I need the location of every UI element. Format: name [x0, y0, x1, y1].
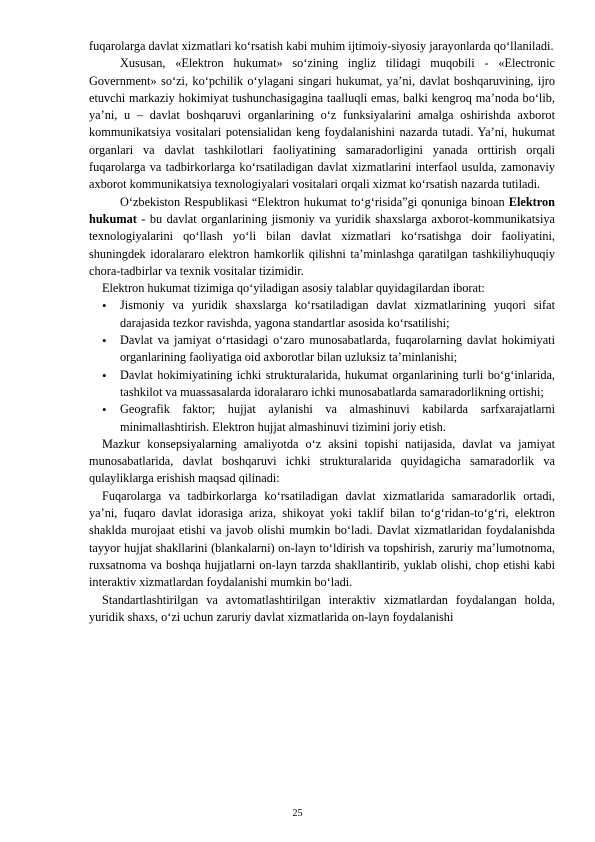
list-item	[89, 401, 555, 436]
bullet-icon: •	[102, 367, 107, 383]
law-definition-rest: - bu davlat organlarining jismoniy va yuridik shaxslarga axborot-kommunikatsiya texnologiyalarini qo‘llash yo‘li bilan davlat xizmatlari ko‘rsatishga doir faoliyatini, shuningdek idoralararo elektron hamkorlik qilishni ta’minlashga qaratilgan tashkiliyhuquqiy chora-tadbirlar va texnik vositalar tizimidir.	[89, 211, 555, 278]
bullet-icon: •	[102, 333, 107, 349]
paragraph-requirements-intro: Elektron hukumat tizimiga qo‘yiladigan asosiy talablar quyidagilardan iborat:	[102, 281, 485, 296]
list-item-text: Geografik faktor; hujjat aylanishi va almashinuvi kabilarda sarfxarajatlarni minimallashtirish. Elektron hujjat almashinuvi tizimini joriy etish.	[120, 402, 555, 434]
requirements-list	[89, 297, 555, 435]
bullet-icon: •	[102, 402, 107, 418]
paragraph-legal-entity-services: Standartlashtirilgan va avtomatlashtirilgan interaktiv xizmatlardan foydalangan holda, yuridik shaxs, o‘zi uchun zaruriy davlat xizmatlarida on-layn foydalanishi	[89, 592, 555, 624]
law-definition-term: Elektron hukumat	[89, 194, 555, 226]
list-item	[89, 367, 555, 402]
law-definition-lead: O‘zbekiston Respublikasi “Elektron hukumat to‘g‘risida”gi qonuniga binoan	[120, 194, 509, 209]
list-item	[89, 297, 555, 332]
list-item-text: Jismoniy va yuridik shaxslarga ko‘rsatiladigan davlat xizmatlarining yuqori sifat darajasida tezkor ravishda, yagona standartlar asosida ko‘rsatilishi;	[120, 298, 555, 330]
list-item	[89, 332, 555, 367]
page-number: 25	[292, 808, 303, 819]
list-item-text: Davlat va jamiyat o‘rtasidagi o‘zaro munosabatlarda, fuqarolarning davlat hokimiyati organlarining faoliyatiga oid axborotlar bilan uzluksiz ta’minlanishi;	[120, 333, 555, 365]
paragraph-citizen-services: Fuqarolarga va tadbirkorlarga ko‘rsatiladigan davlat xizmatlarida samaradorlik ortadi, ya’ni, fuqaro davlat idorasiga ariza, shikoyat yoki taklif bilan to‘g‘ridan-to‘g‘ri, elektron shaklda murojaat etishi va javob olishi mumkin bo‘ladi. Davlat xizmatlaridan foydalanishda tayyor hujjat shakllarini (blankalarni) on-layn to‘ldirish va topshirish, zaruriy ma’lumotnoma, ruxsatnoma va boshqa hujjatlarni on-layn tarzda shakllantirib, yuklab olishi, chop etishi kabi interaktiv xizmatlardan foydalanishi mumkin bo‘ladi.	[89, 488, 555, 590]
paragraph-intro-continuation: fuqarolarga davlat xizmatlari ko‘rsatish kabi muhim ijtimoiy-siyosiy jarayonlarda qo‘llaniladi.	[89, 39, 554, 53]
paragraph-law-definition	[89, 194, 555, 280]
paragraph-concept-outcomes: Mazkur konsepsiyalarning amaliyotda o‘z aksini topishi natijasida, davlat va jamiyat munosabatlarida, davlat boshqaruvi ichki strukturalarida quyidagicha samaradorlik va qulayliklarga erishish maqsad qilinadi:	[89, 436, 555, 486]
document-body	[89, 38, 555, 626]
list-item-text: Davlat hokimiyatining ichki strukturalarida, hukumat organlarining turli bo‘g‘inlarida, tashkilot va muassasalarda idoralararo ichki munosabatlarda samaradorlikning ortishi;	[120, 367, 555, 399]
paragraph-electronic-government-definition: Xususan, «Elektron hukumat» so‘zining ingliz tilidagi muqobili - «Electronic Government» so‘zi, ko‘pchilik o‘ylagani singari hukumat, ya’ni, davlat boshqaruvining, ijro etuvchi markaziy hokimiyat tushunchasigagina taalluqli emas, balki kengroq ma’noda bo‘lib, ya’ni, u – davlat boshqaruvi organlarining o‘z funksiyalarini amalga oshirishda axborot kommunikatsiya vositalari potensialidan keng foydalanishini nazarda tutadi. Ya’ni, hukumat organlari va davlat tashkilotlari faoliyatining samaradorligini yanada orttirish orqali fuqarolarga va tadbirkorlarga ko‘rsatiladigan davlat xizmatlarini interfaol usulda, zamonaviy axborot kommunikatsiya texnologiyalari vositalari orqali xizmat ko‘rsatish nazarda tutiladi.	[89, 56, 555, 192]
bullet-icon: •	[102, 298, 107, 314]
